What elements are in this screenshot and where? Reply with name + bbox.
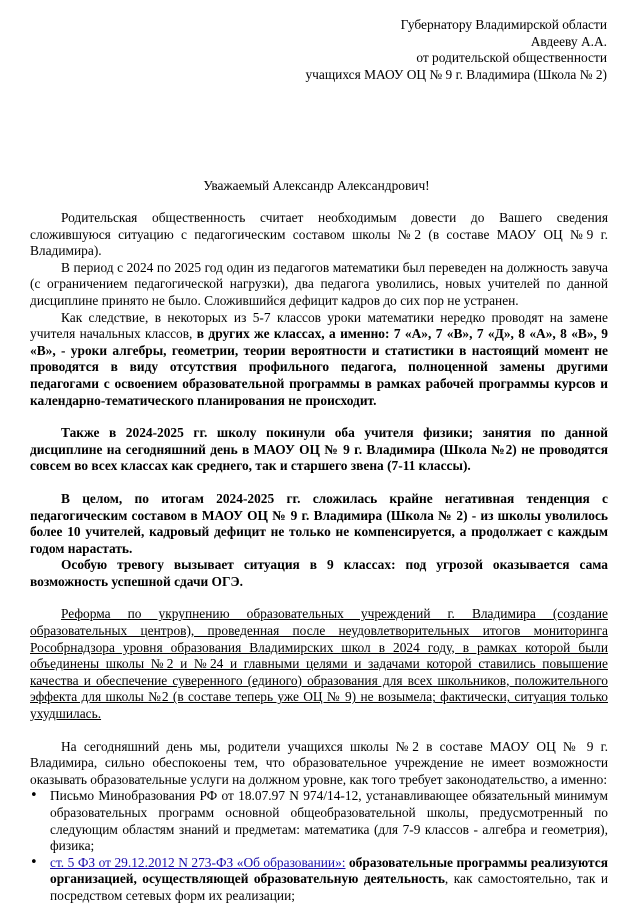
sender-school: учащихся МАОУ ОЦ № 9 г. Владимира (Школа № 2) [305,66,607,82]
paragraph-intro: Родительская общественность считает необходимым довести до Вашего сведения сложившуюся ситуацию с педагогическим составом школы №2 (в составе МАОУ ОЦ №9 г. Владимира). [30,210,608,259]
addressee-name: Авдееву А.А. [530,33,607,49]
legal-basis-list [30,788,608,904]
addressee-block [187,17,607,83]
sender-line: от родительской общественности [416,50,607,66]
consequence-plain-text: Как следствие, в некоторых из 5-7 классов уроки математики нередко проводят на замене учителя начальных классов, [30,309,608,342]
paragraph-consequence [30,310,608,410]
education-law-bold: образовательные программы реализуются организацией, осуществляющей образовательную деятельность [50,854,608,887]
salutation: Уважаемый Александр Александрович! [203,178,430,193]
paragraph-trend: В целом, по итогам 2024-2025 гг. сложилась крайне негативная тенденция с педагогическим составом в МАОУ ОЦ № 9 г. Владимира (Школа № 2) - из школы уволилось более 10 учителей, кадровый дефицит не только не компенсируется, а продолжает с каждым годом нарастать. [30,490,608,556]
addressee-governor: Губернатору Владимирской области [400,17,607,32]
list-item-education-law [30,855,608,905]
consequence-bold-text: в других же классах, а именно: 7 «А», 7 «В», 7 «Д», 8 «А», 8 «В», 9 «В», - уроки алгебры, геометрии, теории вероятности и статистики в настоящий момент не проводятся в виду отсутствия профильного педагога, полноценной замены другими педагогами с освоением образовательной программы в рамках рабочей программы курсов и календарно-тематического планирования не происходит. [30,326,608,408]
paragraph-concern: На сегодняшний день мы, родители учащихся школы №2 в составе МАОУ ОЦ № 9 г. Владимира, сильно обеспокоены тем, что образовательное учреждение не имеет возможности оказывать образовательные услуги на должном уровне, как того требует законодательство, а именно: [30,738,608,787]
paragraph-reform: Реформа по укрупнению образовательных учреждений г. Владимира (создание образовательных центров), проведенная после неудовлетворительных итогов мониторинга Рособрнадзора уровня образования Владимирских школ в 2024 году, в рамках которой были объединены школы №2 и №24 и главными целями и задачами которой ставились повышение качества и обеспечение суверенного (единого) образования для всех школьников, положительного эффекта для школы №2 (в составе теперь уже ОЦ № 9) не возымела; фактически, ситуация только ухудшилась. [30,606,608,722]
paragraph-physics: Также в 2024-2025 гг. школу покинули оба учителя физики; занятия по данной дисциплине на сегодняшний день в МАОУ ОЦ № 9 г. Владимира (Школа №2) не проводятся совсем во всех классах как среднего, так и старшего звена (7-11 классы). [30,425,608,474]
list-item-ministry-letter: • Письмо Минобразования РФ от 18.07.97 N 974/14-12, устанавливающее обязательный минимум образовательных программ основной общеобразовательной школы, предусмотренный по следующим областям знаний и предметам: математика (для 7-9 классов - алгебра и геометрия), физика; [30,788,608,854]
paragraph-math-staff: В период с 2024 по 2025 год один из педагогов математики был переведен на должность завуча (с ограничением педагогической нагрузки), два педагога уволились, новых учителей по данной дисциплине принято не было. Сложившийся дефицит кадров до сих пор не устранен. [30,259,608,308]
education-law-link[interactable]: ст. 5 ФЗ от 29.12.2012 N 273-ФЗ «Об образовании»: [50,854,346,870]
letter-body [30,210,608,905]
paragraph-oge: Особую тревогу вызывает ситуация в 9 классах: под угрозой оказывается сама возможность успешной сдачи ОГЭ. [30,557,608,589]
education-law-rest: , как самостоятельно, так и посредством сетевых форм их реализации; [50,871,608,903]
